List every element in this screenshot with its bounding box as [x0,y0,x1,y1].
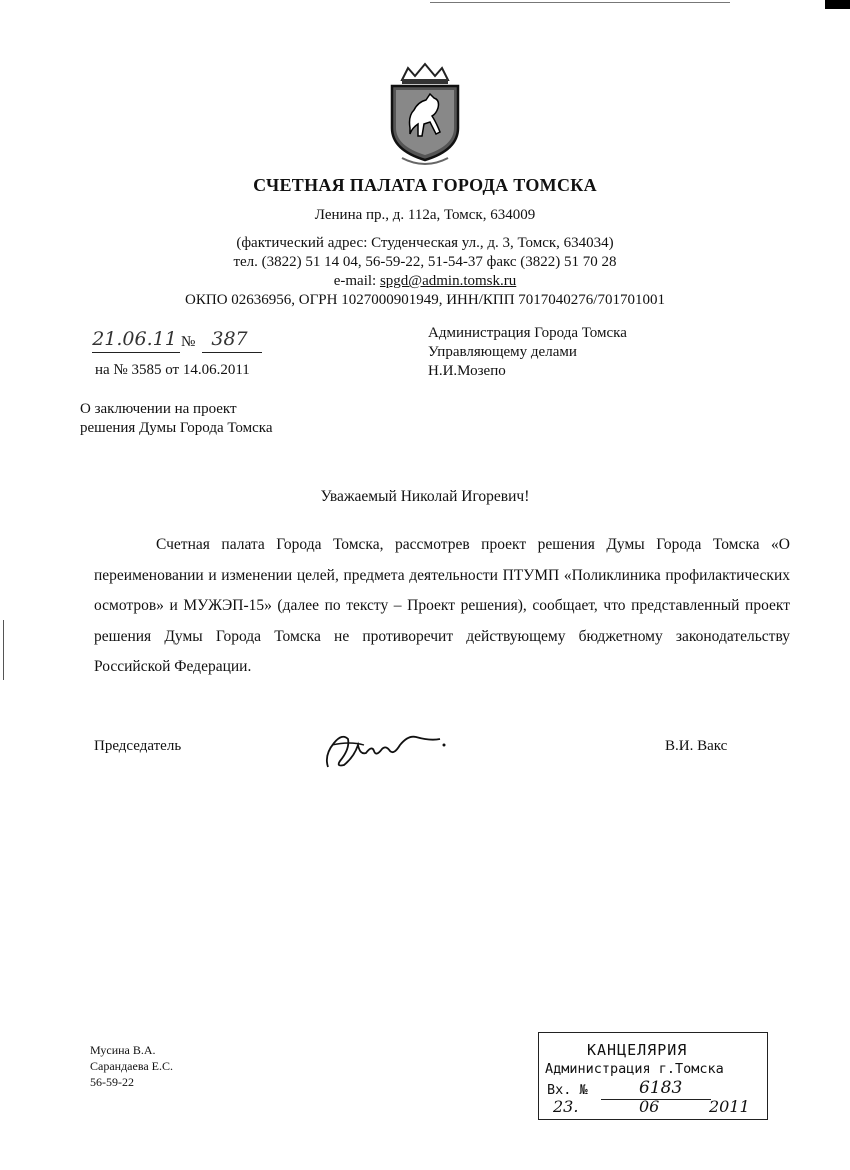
stamp-year: 2011 [709,1097,750,1116]
signatory-position: Председатель [94,738,182,754]
letter-body: Счетная палата Города Томска, рассмотрев проект решения Думы Города Томска «О переименовании и изменении целей, предмета деятельности ПТУМП «Поликлиника профилактических осмотров» и МУЖЭП-15» (далее по тексту – Проект решения), сообщает, что представленный проект решения Думы Города Томска не противоречит действующему бюджетному законодательству Российской Федерации. [94,536,790,675]
executors-phone: 56-59-22 [90,1075,134,1089]
executors-line-1: Мусина В.А. [90,1043,156,1057]
executors-line-2: Сарандаева Е.С. [90,1059,174,1073]
subject-line-1: О заключении на проект [80,401,237,417]
number-sign: № [181,334,196,350]
handwritten-signature [320,715,460,775]
signatory-name: В.И. Вакс [665,738,728,754]
scan-top-line [430,2,730,3]
stamp-day: 23. [553,1097,579,1116]
scan-margin-line [3,620,4,680]
stamp-month: 06 [639,1097,660,1116]
subject-line-2: решения Думы Города Томска [80,420,273,436]
reference-line: на № 3585 от 14.06.2011 [95,362,250,378]
incoming-registration-stamp [538,1032,768,1120]
stamp-title: КАНЦЕЛЯРИЯ [587,1041,688,1059]
outgoing-number-underline [202,352,262,353]
email-label: e-mail: [333,273,380,289]
coat-of-arms-emblem [380,58,470,168]
stamp-number-value: 6183 [639,1078,683,1098]
email-line [0,271,850,291]
greeting: Уважаемый Николай Игоревич! [320,488,530,505]
outgoing-number-block [92,328,272,352]
org-name: СЧЕТНАЯ ПАЛАТА ГОРОДА ТОМСКА [253,175,597,195]
outgoing-number: 387 [211,328,248,350]
phone-fax: тел. (3822) 51 14 04, 56-59-22, 51-54-37 факс (3822) 51 70 28 [233,254,617,270]
actual-address: (фактический адрес: Студенческая ул., д. 3, Томск, 634034) [236,235,614,251]
stamp-org: Администрация г.Томска [545,1061,724,1077]
recipient-title: Управляющему делами [428,344,577,360]
outgoing-date: 21.06.11 [92,328,177,350]
email-link[interactable]: spgd@admin.tomsk.ru [379,273,517,289]
postal-address: Ленина пр., д. 112а, Томск, 634009 [314,207,536,223]
recipient-org: Администрация Города Томска [428,325,627,341]
registration-codes: ОКПО 02636956, ОГРН 1027000901949, ИНН/КПП 7017040276/701701001 [185,292,665,308]
recipient-name: Н.И.Мозепо [428,363,506,379]
outgoing-date-underline [92,352,180,353]
stamp-number-label: Вх. № [547,1082,588,1098]
scan-edge-mark [825,0,850,9]
